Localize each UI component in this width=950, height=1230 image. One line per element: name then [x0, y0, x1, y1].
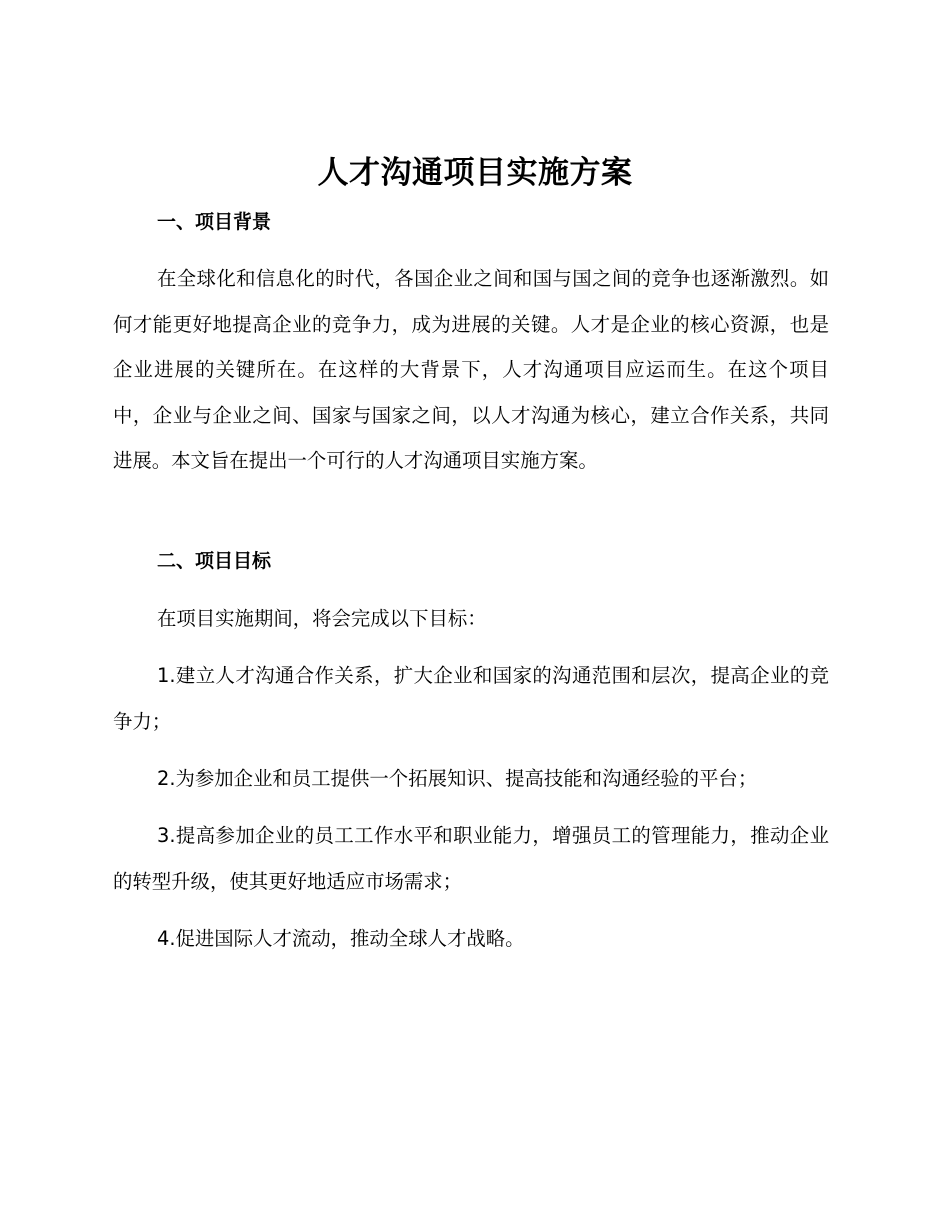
document-title: 人才沟通项目实施方案 — [317, 155, 633, 191]
goal-item-2: 2.为参加企业和员工提供一个拓展知识、提高技能和沟通经验的平台； — [157, 767, 758, 790]
background-paragraph: 在全球化和信息化的时代，各国企业之间和国与国之间的竞争也逐渐激烈。如何才能更好地提高企业的竞争力，成为进展的关键。人才是企业的核心资源，也是企业进展的关键所在。在这样的大背景下，人才沟通项目应运而生。在这个项目中，企业与企业之间、国家与国家之间，以人才沟通为核心，建立合作关系，共同进展。本文旨在提出一个可行的人才沟通项目实施方案。 — [113, 267, 829, 472]
goal-item-3: 3.提高参加企业的员工工作水平和职业能力，增强员工的管理能力，推动企业的转型升级，使其更好地适应市场需求； — [113, 824, 829, 893]
goal-item-1: 1.建立人才沟通合作关系，扩大企业和国家的沟通范围和层次，提高企业的竞争力； — [113, 664, 829, 733]
section-heading-background: 一、项目背景 — [157, 211, 272, 233]
section-heading-goals: 二、项目目标 — [157, 550, 272, 572]
goal-item-4: 4.促进国际人才流动，推动全球人才战略。 — [157, 927, 525, 950]
goals-intro-paragraph: 在项目实施期间，将会完成以下目标： — [157, 607, 487, 630]
